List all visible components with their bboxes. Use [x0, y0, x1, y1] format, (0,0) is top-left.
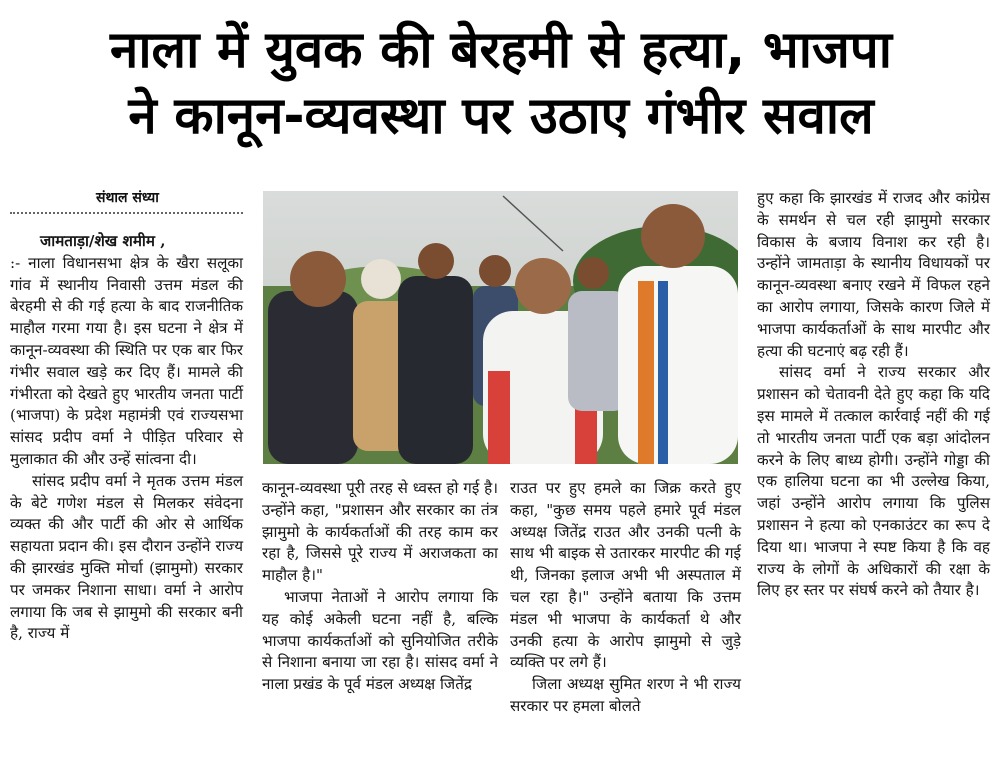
paragraph: भाजपा नेताओं ने आरोप लगाया कि यह कोई अकेली घटना नहीं है, बल्कि भाजपा कार्यकर्ताओं को सुनियोजित तरीके से निशाना बनाया जा रहा है। सांसद वर्मा ने नाला प्रखंड के पूर्व मंडल अध्यक्ष जितेंद्र — [262, 587, 498, 694]
article-column-1 — [10, 231, 243, 645]
byline: जामताड़ा/शेख शमीम , — [40, 232, 166, 250]
news-photo — [263, 191, 738, 464]
article-column-3 — [510, 478, 741, 718]
paragraph: सांसद वर्मा ने राज्य सरकार और प्रशासन को चेतावनी देते हुए कहा कि यदि इस मामले में तत्काल कार्रवाई नहीं की गई तो भारतीय जनता पार्टी एक बड़ा आंदोलन करने के लिए बाध्य होगी। उन्होंने गोड्डा की एक हालिया घटना का भी उल्लेख किया, जहां उन्होंने आरोप लगाया कि पुलिस प्रशासन ने हत्या को एनकाउंटर का रूप दे दिया था। भाजपा ने स्पष्ट किया है कि वह राज्य के लोगों के अधिकारों की रक्षा के लिए हर स्तर पर संघर्ष करने को तैयार है। — [757, 363, 990, 600]
paragraph: जिला अध्यक्ष सुमित शरण ने भी राज्य सरकार पर हमला बोलते — [510, 675, 741, 715]
article-column-4 — [757, 188, 990, 602]
paragraph: :- नाला विधानसभा क्षेत्र के खैरा सलूका गांव में स्थानीय निवासी उत्तम मंडल की बेरहमी से की गई हत्या के बाद राजनीतिक माहौल गरमा गया है। इस घटना ने क्षेत्र में कानून-व्यवस्था की स्थिति पर एक बार फिर गंभीर सवाल खड़े कर दिए हैं। मामले की गंभीरता को देखते हुए भारतीय जनता पार्टी (भाजपा) के प्रदेश महामंत्री एवं राज्यसभा सांसद प्रदीप वर्मा ने पीड़ित परिवार से मुलाकात की और उन्हें सांत्वना दी। — [10, 253, 243, 468]
headline-line-1: नाला में युवक की बेरहमी से हत्या, भाजपा — [110, 21, 892, 80]
paragraph: सांसद प्रदीप वर्मा ने मृतक उत्तम मंडल के बेटे गणेश मंडल से मिलकर संवेदना व्यक्त की और पार्टी की ओर से आर्थिक सहायता प्रदान की। इस दौरान उन्होंने राज्य की झारखंड मुक्ति मोर्चा (झामुमो) सरकार पर जमकर निशाना साधा। वर्मा ने आरोप लगाया कि जब से झामुमो की सरकार बनी है, राज्य में — [10, 471, 243, 643]
paragraph: हुए कहा कि झारखंड में राजद और कांग्रेस के समर्थन से चल रही झामुमो सरकार विकास के बजाय विनाश कर रही है। उन्होंने जामताड़ा के स्थानीय विधायकों पर कानून-व्यवस्था बनाए रखने में विफल रहने का आरोप लगाया, जिसके कारण जिले में भाजपा कार्यकर्ताओं के साथ मारपीट और हत्या की घटनाएं बढ़ रही हैं। — [757, 189, 990, 360]
source-label: संथाल संध्या — [96, 190, 159, 206]
dotted-divider — [10, 212, 243, 214]
paragraph: कानून-व्यवस्था पूरी तरह से ध्वस्त हो गई है। उन्होंने कहा, "प्रशासन और सरकार का तंत्र झामुमो के कार्यकर्ताओं की तरह काम कर रहा है, जिससे पूरे राज्य में अराजकता का माहौल है।" — [262, 479, 498, 585]
headline — [0, 18, 1002, 150]
headline-line-2: ने कानून-व्यवस्था पर उठाए गंभीर सवाल — [128, 87, 874, 146]
paragraph: राउत पर हुए हमले का जिक्र करते हुए कहा, "कुछ समय पहले हमारे पूर्व मंडल अध्यक्ष जितेंद्र राउत और उनकी पत्नी के साथ भी बाइक से उतारकर मारपीट की गई थी, जिनका इलाज अभी भी अस्पताल में चल रहा है।" उन्होंने बताया कि उत्तम मंडल भी भाजपा के कार्यकर्ता थे और उनकी हत्या के आरोप झामुमो से जुड़े व्यक्ति पर लगे हैं। — [510, 479, 741, 672]
article-column-2 — [262, 478, 498, 696]
